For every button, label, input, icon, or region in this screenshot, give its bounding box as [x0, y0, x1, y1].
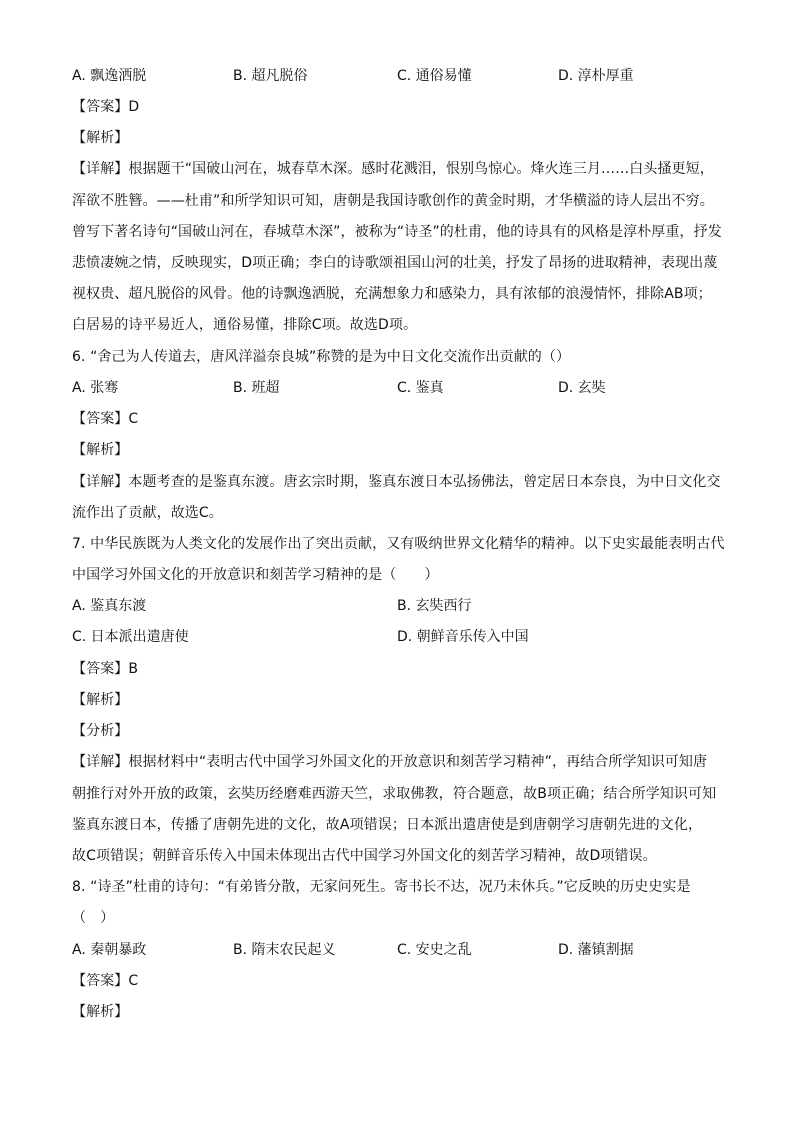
q7-stem-line: 中国学习外国文化的开放意识和刻苦学习精神的是（ ）: [72, 567, 439, 583]
q6-analysis-heading: 【解析】: [72, 442, 129, 458]
q8-option-b: B. 隋末农民起义: [233, 942, 336, 958]
q6-option-b: B. 班超: [233, 380, 280, 396]
q8-option-d: D. 藩镇割据: [558, 942, 634, 958]
q5-answer: 【答案】D: [72, 99, 140, 115]
q5-option-d: D. 淳朴厚重: [558, 68, 634, 84]
q7-analysis-heading: 【解析】: [72, 692, 129, 708]
q8-stem-line: 8. “诗圣”杜甫的诗句：“有弟皆分散，无家问死生。寄书长不达，况乃未休兵。”它反映的历史史实是: [72, 879, 691, 895]
q6-stem: 6. “舍己为人传道去，唐风洋溢奈良城”称赞的是为中日文化交流作出贡献的（）: [72, 349, 571, 365]
q6-option-c: C. 鉴真: [397, 380, 444, 396]
q7-detail-line: 【详解】根据材料中“表明古代中国学习外国文化的开放意识和刻苦学习精神”，再结合所学知识可知唐: [72, 754, 708, 770]
q5-analysis-heading: 【解析】: [72, 130, 129, 146]
q7-stem-line: 7. 中华民族既为人类文化的发展作出了突出贡献，又有吸纳世界文化精华的精神。以下史实最能表明古代: [72, 536, 725, 552]
q5-option-a: A. 飘逸洒脱: [72, 68, 147, 84]
q5-detail-line: 视权贵、超凡脱俗的风骨。他的诗飘逸洒脱，充满想象力和感染力，具有浓郁的浪漫情怀，排除AB项；: [72, 286, 712, 302]
q5-detail-line: 【详解】根据题干“国破山河在，城春草木深。感时花溅泪，恨别鸟惊心。烽火连三月……白头搔更短，: [72, 161, 714, 177]
q6-detail-line: 【详解】本题考查的是鉴真东渡。唐玄宗时期，鉴真东渡日本弘扬佛法，曾定居日本奈良，为中日文化交: [72, 474, 721, 490]
q7-detail-line: 鉴真东渡日本，传播了唐朝先进的文化，故A项错误；日本派出遣唐使是到唐朝学习唐朝先进的文化，: [72, 817, 703, 833]
q8-stem-line: （ ）: [72, 910, 115, 926]
q7-option-b: B. 玄奘西行: [397, 598, 472, 614]
q5-detail-line: 曾写下著名诗句“国破山河在，春城草木深”，被称为“诗圣”的杜甫，他的诗具有的风格是淳朴厚重，抒发: [72, 224, 722, 240]
q7-option-d: D. 朝鲜音乐传入中国: [397, 629, 529, 645]
q5-detail-line: 悲愤凄婉之情，反映现实，D项正确；李白的诗歌颂祖国山河的壮美，抒发了昂扬的进取精神，表现出蔑: [72, 255, 718, 271]
q5-option-c: C. 通俗易懂: [397, 68, 472, 84]
q7-answer: 【答案】B: [72, 661, 139, 677]
q8-option-a: A. 秦朝暴政: [72, 942, 147, 958]
q7-detail-line: 朝推行对外开放的政策，玄奘历经磨难西游天竺，求取佛教，符合题意，故B项正确；结合所学知识可知: [72, 786, 717, 802]
q7-option-a: A. 鉴真东渡: [72, 598, 147, 614]
q8-option-c: C. 安史之乱: [397, 942, 472, 958]
q7-option-c: C. 日本派出遣唐使: [72, 629, 189, 645]
q5-detail-line: 白居易的诗平易近人，通俗易懂，排除C项。故选D项。: [72, 317, 418, 333]
q7-detail-line: 故C项错误；朝鲜音乐传入中国未体现出古代中国学习外国文化的刻苦学习精神，故D项错误。: [72, 848, 657, 864]
q8-answer: 【答案】C: [72, 973, 139, 989]
q6-option-a: A. 张骞: [72, 380, 119, 396]
q5-detail-line: 浑欲不胜簪。——杜甫”和所学知识可知，唐朝是我国诗歌创作的黄金时期，才华横溢的诗人层出不穷。: [72, 193, 714, 209]
q8-analysis-heading: 【解析】: [72, 1004, 129, 1020]
q5-option-b: B. 超凡脱俗: [233, 68, 308, 84]
q7-fenxi-heading: 【分析】: [72, 723, 129, 739]
q6-answer: 【答案】C: [72, 411, 139, 427]
q6-detail-line: 流作出了贡献，故选C。: [72, 505, 223, 521]
q6-option-d: D. 玄奘: [558, 380, 606, 396]
